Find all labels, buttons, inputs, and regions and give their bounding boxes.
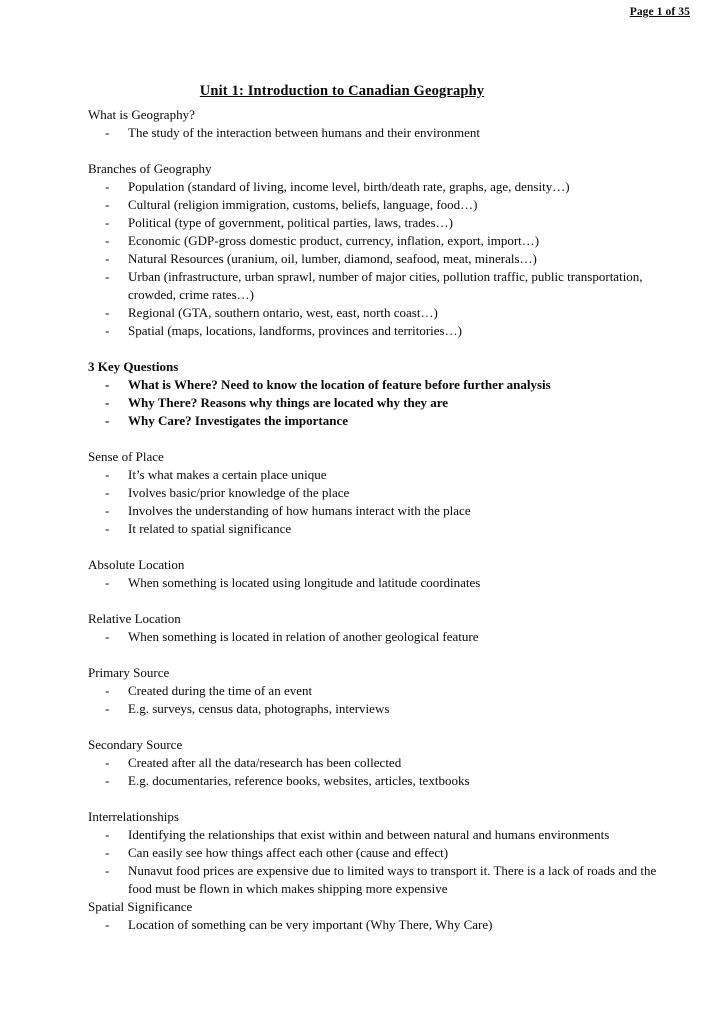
dash-bullet-icon: - [105, 521, 110, 536]
section-heading: What is Geography? [88, 107, 195, 122]
bullet-item [88, 574, 658, 592]
dash-bullet-icon: - [105, 467, 110, 482]
section-heading: Interrelationships [88, 809, 179, 824]
section-heading: Relative Location [88, 611, 181, 626]
bullet-text: Urban (infrastructure, urban sprawl, number of major cities, pollution traffic, public transportation, crowded, crime rates…) [128, 269, 643, 302]
bullet-text: When something is located in relation of another geological feature [128, 629, 479, 644]
dash-bullet-icon: - [105, 323, 110, 338]
bullet-item [88, 124, 658, 142]
bullet-text: When something is located using longitude and latitude coordinates [128, 575, 481, 590]
bullet-item [88, 520, 658, 538]
bullet-list [88, 754, 658, 790]
dash-bullet-icon: - [105, 125, 110, 140]
bullet-list [88, 574, 658, 592]
section-heading: Absolute Location [88, 557, 185, 572]
bullet-text: Natural Resources (uranium, oil, lumber, diamond, seafood, meat, minerals…) [128, 251, 537, 266]
bullet-list [88, 466, 658, 538]
dash-bullet-icon: - [105, 233, 110, 248]
dash-bullet-icon: - [105, 917, 110, 932]
bullet-text: Spatial (maps, locations, landforms, provinces and territories…) [128, 323, 462, 338]
document-section [88, 610, 658, 646]
dash-bullet-icon: - [105, 251, 110, 266]
bullet-text: Can easily see how things affect each other (cause and effect) [128, 845, 449, 860]
bullet-list [88, 628, 658, 646]
document-section [88, 160, 658, 340]
bullet-text: Population (standard of living, income level, birth/death rate, graphs, age, density…) [128, 179, 570, 194]
bullet-item [88, 394, 658, 412]
dash-bullet-icon: - [105, 755, 110, 770]
dash-bullet-icon: - [105, 485, 110, 500]
bullet-item [88, 214, 658, 232]
bullet-text: Why There? Reasons why things are located why they are [128, 395, 449, 410]
bullet-item [88, 304, 658, 322]
bullet-item [88, 628, 658, 646]
bullet-text: Political (type of government, political parties, laws, trades…) [128, 215, 453, 230]
bullet-text: Regional (GTA, southern ontario, west, east, north coast…) [128, 305, 438, 320]
bullet-text: E.g. surveys, census data, photographs, interviews [128, 701, 390, 716]
bullet-text: Cultural (religion immigration, customs, beliefs, language, food…) [128, 197, 478, 212]
section-heading: Branches of Geography [88, 161, 212, 176]
dash-bullet-icon: - [105, 827, 110, 842]
bullet-item [88, 772, 658, 790]
document-section [88, 358, 658, 430]
document-section [88, 898, 658, 934]
dash-bullet-icon: - [105, 701, 110, 716]
bullet-text: Identifying the relationships that exist within and between natural and humans environments [128, 827, 610, 842]
bullet-item [88, 826, 658, 844]
document-section [88, 736, 658, 790]
dash-bullet-icon: - [105, 305, 110, 320]
bullet-item [88, 412, 658, 430]
bullet-list [88, 826, 658, 898]
bullet-text: It’s what makes a certain place unique [128, 467, 327, 482]
document-section [88, 808, 658, 898]
dash-bullet-icon: - [105, 269, 110, 284]
bullet-item [88, 322, 658, 340]
bullet-text: Created after all the data/research has been collected [128, 755, 402, 770]
bullet-list [88, 124, 658, 142]
bullet-item [88, 700, 658, 718]
dash-bullet-icon: - [105, 575, 110, 590]
dash-bullet-icon: - [105, 413, 110, 428]
bullet-list [88, 376, 658, 430]
bullet-list [88, 178, 658, 340]
document-section [88, 556, 658, 592]
bullet-item [88, 268, 658, 304]
bullet-text: Involves the understanding of how humans interact with the place [128, 503, 471, 518]
document-section [88, 664, 658, 718]
bullet-text: The study of the interaction between humans and their environment [128, 125, 480, 140]
dash-bullet-icon: - [105, 215, 110, 230]
bullet-item [88, 178, 658, 196]
dash-bullet-icon: - [105, 629, 110, 644]
dash-bullet-icon: - [105, 845, 110, 860]
section-heading: 3 Key Questions [88, 359, 179, 374]
document-section [88, 106, 658, 142]
bullet-text: E.g. documentaries, reference books, websites, articles, textbooks [128, 773, 470, 788]
section-heading: Secondary Source [88, 737, 183, 752]
bullet-item [88, 250, 658, 268]
dash-bullet-icon: - [105, 179, 110, 194]
dash-bullet-icon: - [105, 773, 110, 788]
bullet-item [88, 466, 658, 484]
running-header [0, 2, 725, 20]
dash-bullet-icon: - [105, 197, 110, 212]
bullet-item [88, 862, 658, 898]
bullet-item [88, 502, 658, 520]
bullet-text: Why Care? Investigates the importance [128, 413, 349, 428]
bullet-item [88, 916, 658, 934]
bullet-item [88, 754, 658, 772]
bullet-item [88, 484, 658, 502]
bullet-text: Location of something can be very important (Why There, Why Care) [128, 917, 493, 932]
bullet-text: Nunavut food prices are expensive due to limited ways to transport it. There is a lack of roads and the food must be flown in which makes shipping more expensive [128, 863, 657, 896]
section-heading: Spatial Significance [88, 899, 193, 914]
bullet-text: Created during the time of an event [128, 683, 313, 698]
bullet-text: Ivolves basic/prior knowledge of the place [128, 485, 350, 500]
dash-bullet-icon: - [105, 395, 110, 410]
bullet-list [88, 916, 658, 934]
page-number-label: Page 1 of 35 [629, 6, 690, 18]
bullet-item [88, 682, 658, 700]
sections-container [88, 106, 658, 934]
bullet-item [88, 376, 658, 394]
dash-bullet-icon: - [105, 377, 110, 392]
bullet-text: It related to spatial significance [128, 521, 292, 536]
document-title: Unit 1: Introduction to Canadian Geography [199, 83, 485, 99]
bullet-text: Economic (GDP-gross domestic product, currency, inflation, export, import…) [128, 233, 540, 248]
section-heading: Primary Source [88, 665, 170, 680]
bullet-text: What is Where? Need to know the location of feature before further analysis [128, 377, 551, 392]
document-section [88, 448, 658, 538]
bullet-item [88, 232, 658, 250]
dash-bullet-icon: - [105, 863, 110, 878]
bullet-item [88, 844, 658, 862]
dash-bullet-icon: - [105, 683, 110, 698]
section-heading: Sense of Place [88, 449, 164, 464]
document-body [88, 82, 658, 934]
bullet-list [88, 682, 658, 718]
bullet-item [88, 196, 658, 214]
dash-bullet-icon: - [105, 503, 110, 518]
